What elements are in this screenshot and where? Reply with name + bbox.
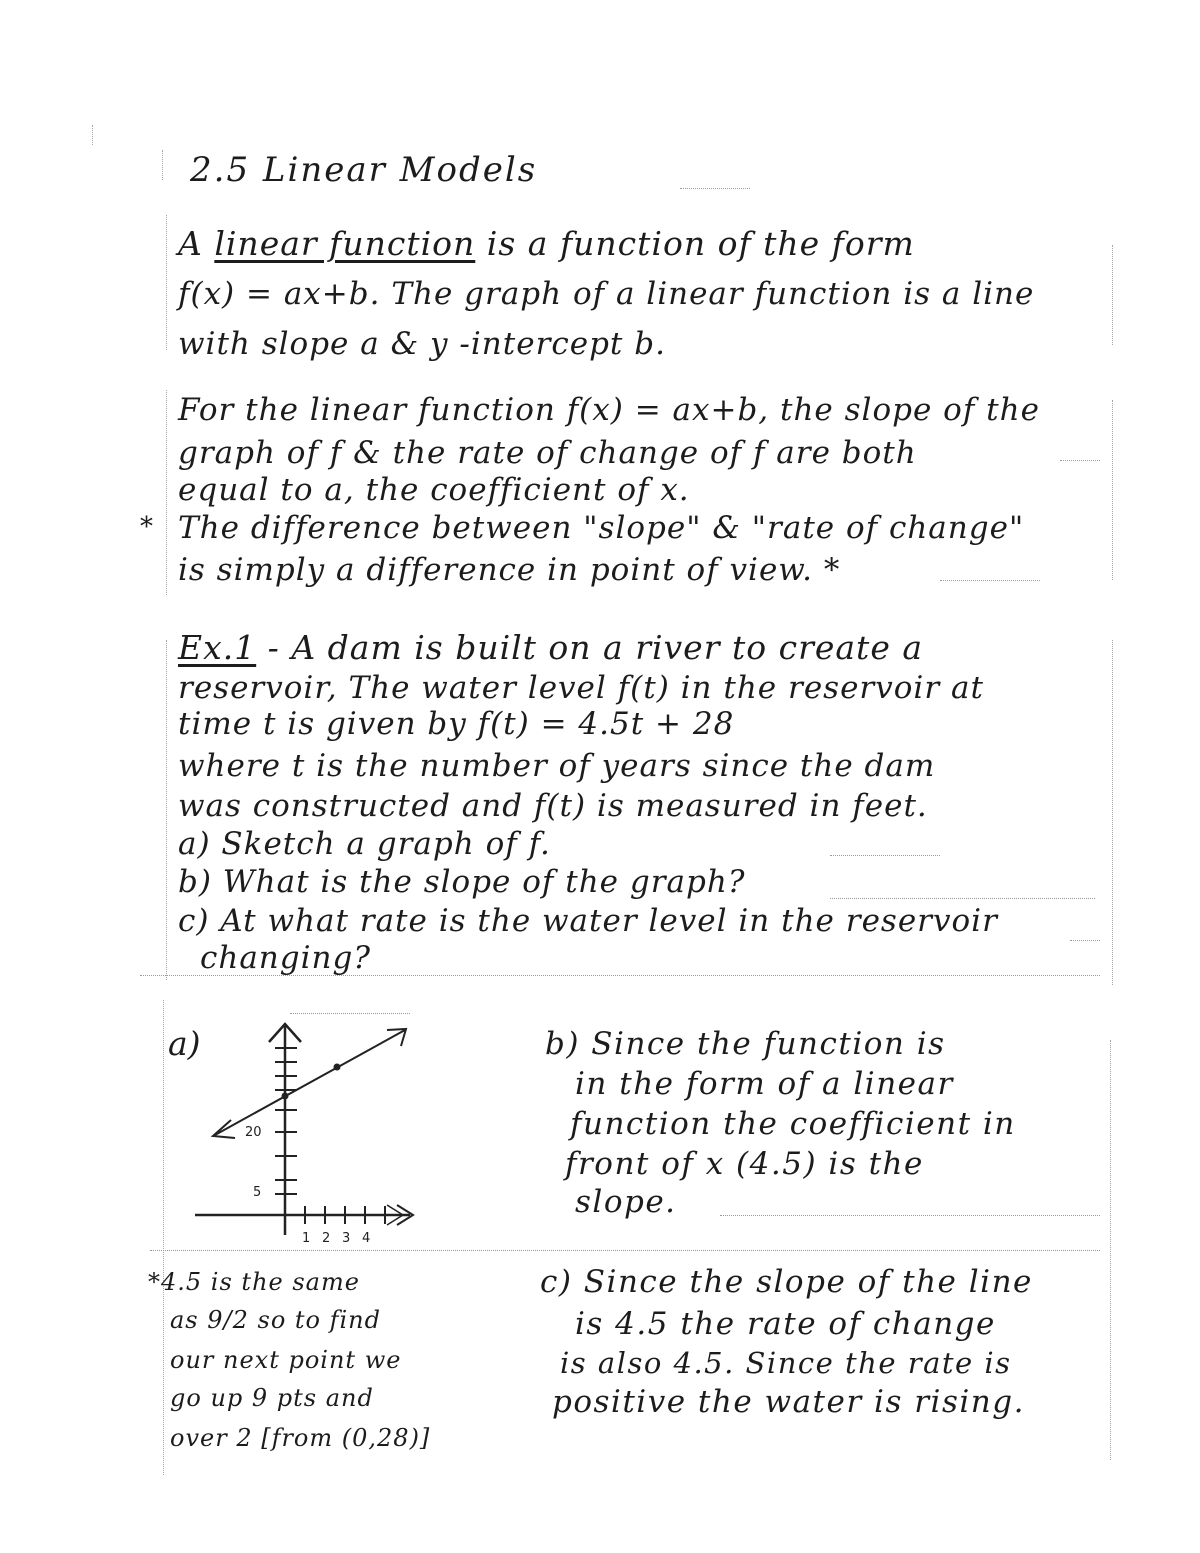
term-linear-function: linear function xyxy=(214,224,476,263)
example-part-c-2: changing? xyxy=(200,940,371,976)
scan-mark xyxy=(720,1215,1100,1216)
margin-star: * xyxy=(140,512,153,542)
answer-b-line-5: slope. xyxy=(575,1184,677,1220)
example-line-1 xyxy=(178,628,923,667)
answer-b-line-2: in the form of a linear xyxy=(575,1066,954,1102)
scan-mark xyxy=(1060,460,1100,461)
x-tick-label-2: 2 xyxy=(322,1231,331,1246)
answer-a-note-1: *4.5 is the same xyxy=(148,1268,360,1296)
point-y-intercept xyxy=(282,1093,289,1100)
scan-mark xyxy=(1070,940,1100,941)
definition-line-2: f(x) = ax+b. The graph of a linear function is a line xyxy=(178,276,1035,312)
point-next xyxy=(334,1064,341,1071)
answer-a-note-4: go up 9 pts and xyxy=(170,1384,374,1412)
example-part-a: a) Sketch a graph of f. xyxy=(178,826,551,862)
sketch-graph xyxy=(165,1010,465,1250)
slope-line-3: equal to a, the coefficient of x. xyxy=(178,472,690,508)
y-tick-label-5: 5 xyxy=(253,1185,262,1200)
example-line-5: was constructed and f(t) is measured in feet. xyxy=(178,788,928,824)
x-tick-label-4: 4 xyxy=(362,1231,371,1246)
answer-b-line-1: b) Since the function is xyxy=(545,1026,946,1062)
scan-mark xyxy=(166,390,167,595)
scan-mark xyxy=(163,1000,164,1475)
scan-mark xyxy=(940,580,1040,581)
answer-c-line-2: is 4.5 the rate of change xyxy=(575,1306,996,1342)
definition-line-3: with slope a & y -intercept b. xyxy=(178,326,666,362)
definition-prefix: A xyxy=(178,224,215,263)
answer-a-label: a) xyxy=(168,1024,201,1063)
scan-mark xyxy=(1112,400,1113,580)
slope-line-1: For the linear function f(x) = ax+b, the slope of the xyxy=(178,392,1040,428)
scan-mark xyxy=(1112,640,1113,985)
page-title: 2.5 Linear Models xyxy=(190,150,538,190)
example-label: Ex.1 xyxy=(178,628,257,667)
scan-mark xyxy=(92,125,93,145)
answer-a-note-3: our next point we xyxy=(170,1346,402,1374)
scan-mark xyxy=(166,215,167,350)
answer-c-line-3: is also 4.5. Since the rate is xyxy=(560,1346,1012,1380)
example-line-2: reservoir, The water level f(t) in the reservoir at xyxy=(178,670,984,706)
x-tick-label-3: 3 xyxy=(342,1231,351,1246)
answer-a-note-5: over 2 [from (0,28)] xyxy=(170,1424,431,1452)
scan-mark xyxy=(680,188,750,189)
function-line xyxy=(215,1030,405,1135)
scan-mark xyxy=(1112,245,1113,345)
example-line-4: where t is the number of years since the dam xyxy=(178,748,936,784)
answer-c-line-4: positive the water is rising. xyxy=(552,1384,1025,1420)
scan-mark xyxy=(1110,1040,1111,1460)
scan-mark xyxy=(830,855,940,856)
answer-b-line-4: front of x (4.5) is the xyxy=(565,1146,924,1182)
definition-line-1 xyxy=(178,224,915,263)
example-part-b: b) What is the slope of the graph? xyxy=(178,864,746,900)
scan-mark xyxy=(166,640,167,980)
x-tick-label-1: 1 xyxy=(302,1231,311,1246)
slope-line-2: graph of f & the rate of change of f are both xyxy=(178,435,917,471)
scan-mark xyxy=(150,1250,1100,1251)
scan-mark xyxy=(162,150,163,180)
answer-b-line-3: function the coefficient in xyxy=(570,1106,1016,1142)
scan-mark xyxy=(830,898,1095,899)
y-tick-label-20: 20 xyxy=(245,1125,262,1140)
answer-c-line-1: c) Since the slope of the line xyxy=(540,1264,1033,1300)
slope-line-5: is simply a difference in point of view. * xyxy=(178,552,841,588)
slope-line-4: The difference between "slope" & "rate of change" xyxy=(178,510,1025,546)
definition-suffix: is a function of the form xyxy=(475,224,915,263)
example-line-3: time t is given by f(t) = 4.5t + 28 xyxy=(178,706,735,742)
example-part-c: c) At what rate is the water level in the reservoir xyxy=(178,903,998,939)
answer-a-note-2: as 9/2 so to find xyxy=(170,1306,382,1334)
example-line-1-text: - A dam is built on a river to create a xyxy=(256,628,924,667)
